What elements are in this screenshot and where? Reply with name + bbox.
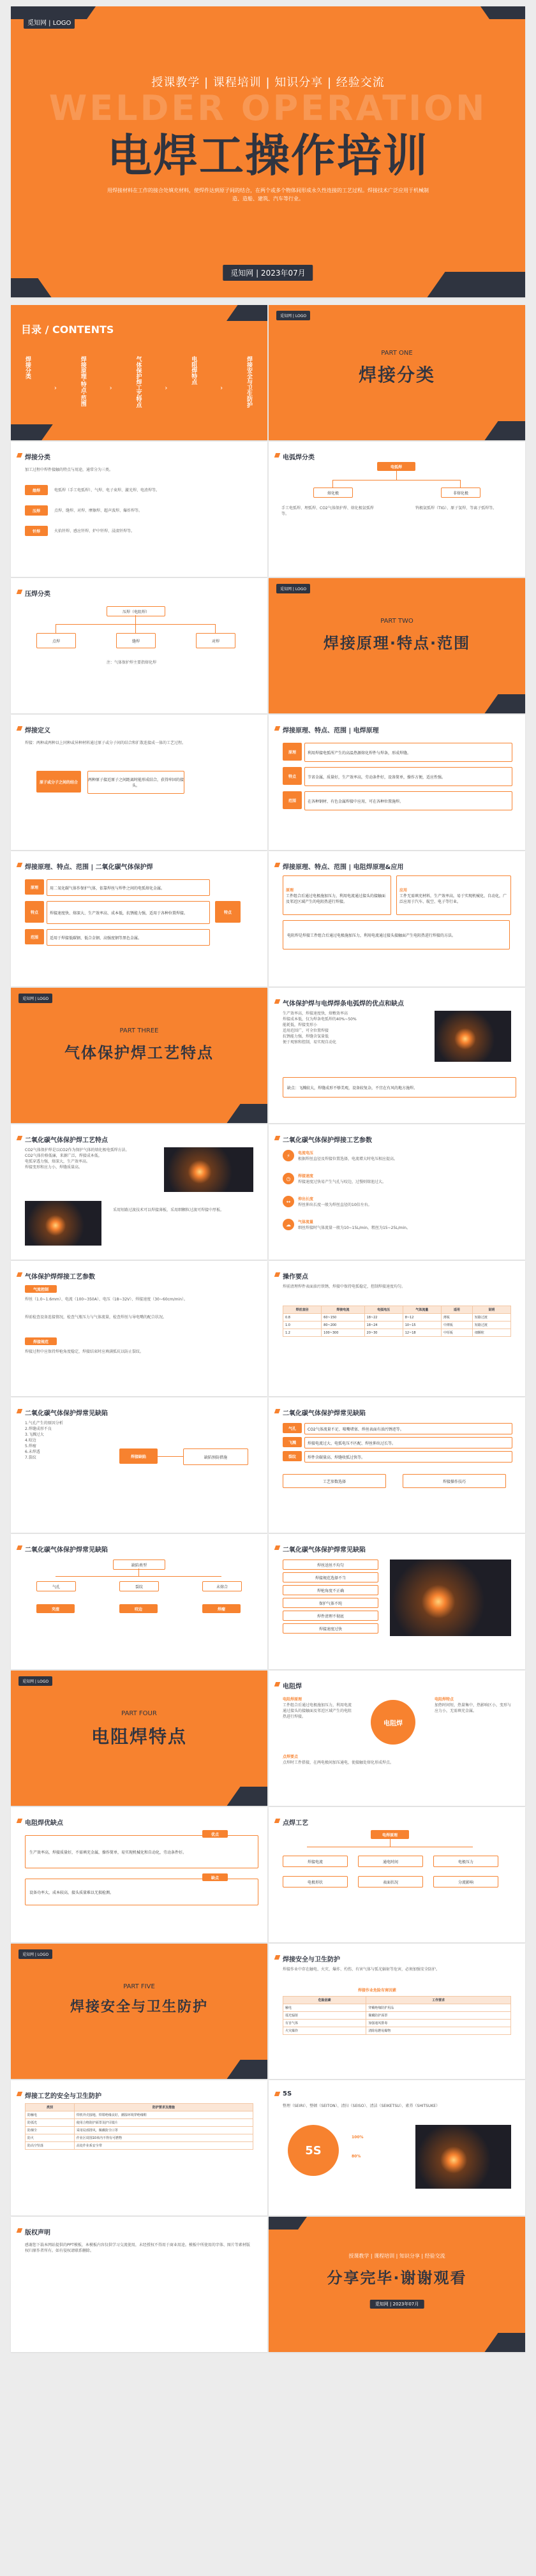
part5-slide (11, 1944, 267, 2079)
principle-text: 利用焊接电弧所产生的高温热源熔化焊件与焊条，形成焊缝。 (304, 743, 512, 762)
resist-dis-text: 设备功率大，成本较高，接头质量难以无损检测。 (25, 1879, 258, 1905)
gas-list (283, 1011, 423, 1045)
list-item: 5.焊瘤 (25, 1444, 36, 1448)
part2-title: 焊接原理·特点·范围 (323, 634, 471, 652)
co2-side-tag: 特点 (215, 901, 241, 923)
resist-right: 加热时间短，热量集中，热影响区小，变形与应力小，无需填充金属。 (435, 1703, 512, 1713)
part5-label: PART FIVE (123, 1983, 155, 1990)
list-item: 焊接速度过快 (283, 1623, 378, 1634)
slide-title: 焊接安全与卫生防护 (283, 1954, 340, 1963)
cover-date: 觅知网 | 2023年07月 (223, 265, 313, 281)
table-cell: 18~22 (364, 1314, 403, 1322)
safety-table-slide (11, 2080, 267, 2215)
table-cell: 防触电 (26, 2111, 75, 2119)
safety-text: 焊接作业中存在触电、火灾、爆炸、灼伤、有害气体与弧光辐射等危害，必须加强安全防护。 (283, 1967, 440, 1972)
arc-right: 非熔化极 (441, 488, 480, 498)
slide-title: 焊接定义 (25, 725, 50, 734)
list-item: 抗锈能力强，焊缝含氢量低 (283, 1034, 329, 1039)
table-cell: 使用合格防护面罩及护目镜片 (74, 2119, 253, 2127)
list-item: 焊接成本低，仅为焊条电弧焊的40%~50% (283, 1017, 357, 1022)
arc-root: 电弧焊 (377, 462, 415, 471)
arc-p2-text: 工件无需填充材料，生产效率高，易于实现机械化、自动化，广泛应用于汽车、航空、电子等行业。 (399, 893, 507, 904)
spot-item: 电极形状 (283, 1876, 348, 1887)
arc-p2-box (396, 875, 511, 915)
co2-params-slide (269, 1124, 525, 1260)
co2-extra: 采用短路过渡技术可以焊接薄板，采用细颗粒过渡可焊接中厚板。 (113, 1208, 225, 1212)
list-item: CO2气体保护焊是以CO2作为保护气体的熔化极电弧焊方法。 (25, 1148, 130, 1152)
table-cell: 作业区周围10米内不得有可燃物 (74, 2134, 253, 2142)
part5-title: 焊接安全与卫生防护 (70, 1999, 208, 2015)
table-cell: 清除易燃易爆物 (366, 2027, 511, 2035)
list-item: 便于观察和控制，易实现自动化 (283, 1040, 337, 1045)
resist-bottom: 点焊时工件搭接，在两电极间加压通电，使接触处熔化形成焊点。 (283, 1761, 394, 1765)
slide-title: 电弧焊分类 (283, 452, 315, 461)
table-cell: 防弧光 (26, 2119, 75, 2127)
faults3-child: 未熔合 (202, 1581, 242, 1591)
resist-dis-tag: 缺点 (202, 1873, 228, 1881)
co2-feature-list (25, 1147, 153, 1170)
list-item: 7.裂纹 (25, 1456, 36, 1460)
process-steps-slide (269, 1261, 525, 1396)
cover-watermark: WELDER OPERATION (48, 88, 488, 128)
part1-label: PART ONE (381, 350, 413, 357)
table-cell: 高处作业系安全带 (74, 2142, 253, 2150)
list-item: 生产效率高，焊接速度快，熔敷效率高 (283, 1011, 348, 1016)
fault-tag: 裂纹 (283, 1451, 302, 1461)
fault-tag1: 工艺参数选择 (283, 1474, 386, 1488)
co2-faults3-slide (11, 1534, 267, 1669)
safety-table (283, 1996, 511, 2035)
pressure-child: 点焊 (36, 633, 76, 648)
resist-bottom-title: 点焊要点 (283, 1755, 299, 1759)
table-row (283, 1329, 511, 1337)
arc-p2-title: 应用 (399, 888, 408, 893)
param-text: 焊接速度过快易产生气孔与咬边，过慢则熔池过大。 (298, 1180, 387, 1184)
gas-text2: 焊前检查设备连接情况，检查气瓶压力与气体流量，检查焊丝与导电嘴的配合状况。 (25, 1315, 167, 1320)
list-item: 焊接变形和应力小，焊缝质量高。 (25, 1165, 83, 1170)
table-cell: 中薄板 (441, 1322, 472, 1329)
gas-bottom: 缺点：飞溅较大，焊缝成形不够美观，设备较复杂，不宜在有风的地方施焊。 (283, 1077, 516, 1098)
co2-tag: 范围 (25, 929, 44, 944)
co2-faults2-slide (269, 1397, 525, 1533)
gas-features-slide (269, 988, 525, 1123)
safety-slide (269, 1944, 525, 2079)
gas-icon: ☁ (283, 1219, 294, 1230)
part1-logo: 觅知网 | LOGO (276, 311, 310, 320)
pressure-child: 对焊 (196, 633, 235, 648)
table-header: 焊丝直径 (283, 1306, 322, 1314)
table-cell: 采用局部排风，佩戴防尘口罩 (74, 2127, 253, 2134)
gas-sub2: 焊接规范 (25, 1337, 57, 1345)
fault-text: 焊件含碳量高、焊缝收弧过快等。 (304, 1451, 512, 1463)
pressure-class-slide (11, 578, 267, 713)
weld-class-intro: 加工过程中焊件接触的特点与用途，通常分为三类。 (25, 468, 114, 472)
part3-title: 气体保护焊工艺特点 (64, 1044, 214, 1062)
co2-text: 适用于焊接低碳钢、低合金钢、高强度钢等黑色金属。 (47, 929, 210, 946)
fault-tag: 气孔 (283, 1423, 302, 1433)
table-cell: 火灾爆炸 (283, 2027, 366, 2035)
spot-item: 表面状况 (358, 1876, 423, 1887)
table-cell: 80~200 (322, 1322, 364, 1329)
part4-label: PART FOUR (121, 1710, 157, 1717)
contents-item[interactable]: 焊接分类 (24, 356, 31, 379)
table-cell: 中厚板 (441, 1329, 472, 1337)
tag-fusion: 熔焊 (25, 485, 48, 495)
tag-brazing: 钎焊 (25, 526, 48, 536)
cover-title: 电焊工操作培训 (107, 130, 429, 182)
table-cell: 18~24 (364, 1322, 403, 1329)
ss-p2: 80% (352, 2154, 361, 2159)
slide-title: 焊接分类 (25, 452, 50, 461)
list-item: 2.焊缝成形不良 (25, 1427, 52, 1431)
table-cell: 加强通风排毒 (366, 2020, 511, 2027)
part1-title: 焊接分类 (358, 364, 435, 385)
part3-slide (11, 988, 267, 1123)
fault-text: CO2气体流量不足、喷嘴堵塞、焊丝表面有油污锈迹等。 (304, 1423, 512, 1434)
resist-adv-slide (11, 1807, 267, 1942)
list-item: 4.咬边 (25, 1438, 36, 1443)
bolt-icon: ⚡ (283, 1150, 294, 1161)
contents-list: 焊接分类 › 焊接原理·特点·范围 › 气体保护焊工艺特点 › 电阻焊特点 › 焊接安全与卫生防护 (24, 356, 253, 420)
tag-pressure: 压焊 (25, 505, 48, 516)
end-date: 觅知网 | 2023年07月 (370, 2300, 424, 2309)
table-header: 气体流量 (403, 1306, 441, 1314)
faults-center: 焊接缺陷 (119, 1448, 158, 1464)
slide-title: 二氧化碳气体保护焊接工艺参数 (283, 1135, 372, 1144)
copyright-text: 感谢您下载本网站提供的PPT模板，本模板内容仅供学习交流使用，未经授权不得用于商业用途。模板中所使用的字体、图片等素材版权归原作者所有。如有侵权请联系删除。 (25, 2243, 250, 2253)
ruler-icon: ↔ (283, 1196, 294, 1207)
faults-list (25, 1420, 101, 1461)
arc-p3: 电阻焊是焊接工件组合后通过电极施加压力，利用电流通过接头接触面产生电阻热进行焊接的方法。 (283, 920, 510, 949)
slide-title: 压焊分类 (25, 588, 50, 598)
table-header: 工作要求 (366, 1997, 511, 2004)
table-header-row (283, 1306, 511, 1314)
co2-text: 用二氧化碳气体作保护气体，依靠焊丝与焊件之间的电弧熔化金属。 (47, 879, 210, 896)
spot-item: 分流影响 (433, 1876, 498, 1887)
table-header: 防护要求及措施 (74, 2104, 253, 2111)
table-header: 类别 (26, 2104, 75, 2111)
part4-title: 电阻焊特点 (91, 1726, 187, 1747)
part2-label: PART TWO (380, 618, 413, 625)
slide-title: 操作要点 (283, 1271, 308, 1281)
copyright-slide (11, 2217, 267, 2352)
spot-item: 通电时间 (358, 1856, 423, 1867)
co2-tag: 特点 (25, 901, 44, 923)
list-item: 焊件清理不彻底 (283, 1611, 378, 1621)
part4-slide (11, 1671, 267, 1806)
row-text: 火焰钎焊、感应钎焊、炉中钎焊、浸渍钎焊等。 (54, 529, 135, 533)
part3-label: PART THREE (119, 1027, 159, 1034)
slide-title: 焊接工艺的安全与卫生防护 (25, 2090, 101, 2100)
part5-logo: 觅知网 | LOGO (19, 1949, 52, 1959)
table-cell: 短路过渡 (472, 1314, 510, 1322)
param-text: 细丝焊接时气体流量一般为10~15L/min，粗丝为15~25L/min。 (298, 1226, 410, 1230)
spot-item: 焊接电流 (283, 1856, 348, 1867)
row-text: 电弧焊（手工电弧焊）、气焊、电子束焊、激光焊、电渣焊等。 (54, 488, 160, 493)
list-item: 1.气孔产生的原因分析 (25, 1421, 63, 1426)
welding-photo (415, 2125, 511, 2189)
list-item: 焊接规范选择不当 (283, 1572, 378, 1582)
principle-tag: 原理 (283, 743, 302, 761)
param-text: 焊丝伸出长度一般为焊丝直径的10倍左右。 (298, 1203, 372, 1207)
slide-title: 二氧化碳气体保护焊常见缺陷 (25, 1544, 108, 1554)
slide-title: 二氧化碳气体保护焊常见缺陷 (25, 1408, 108, 1417)
arc-p1-text: 工件组合后通过电极施加压力，利用电流通过接头的接触面及邻近区域产生的电阻热进行焊接。 (286, 893, 386, 904)
table-header: 适用 (441, 1306, 472, 1314)
spot-item: 电极压力 (433, 1856, 498, 1867)
resist-circle: 电阻焊 (371, 1700, 415, 1745)
faults3-sub: 夹渣 (36, 1604, 75, 1613)
fault-tag2: 焊接操作技巧 (403, 1474, 506, 1488)
contents-item[interactable]: 电阻焊特点 (190, 356, 197, 385)
table-cell: 佩戴防护面罩 (366, 2012, 511, 2020)
part4-logo: 觅知网 | LOGO (19, 1676, 52, 1686)
resist-adv-text: 生产效率高，焊接质量好，不需填充金属，操作简单，易实现机械化和自动化，劳动条件好。 (25, 1835, 258, 1868)
part2-logo: 觅知网 | LOGO (276, 584, 310, 593)
table-cell: 防烟尘 (26, 2127, 75, 2134)
table-header: 说明 (472, 1306, 510, 1314)
safety-table-title: 焊接作业危险有害因素 (358, 1988, 397, 1993)
resist-adv-tag: 优点 (202, 1830, 228, 1838)
table-cell: 短路过渡 (472, 1322, 510, 1329)
principle-text: 在各种钢材、有色金属焊接中应用，可在各种位置施焊。 (304, 791, 512, 810)
table-cell: 100~300 (322, 1329, 364, 1337)
resist-left: 工件组合后通过电极施加压力，利用电流通过接头的接触面及邻近区域产生的电阻热进行焊接。 (283, 1703, 352, 1719)
pressure-child: 缝焊 (116, 633, 156, 648)
params-table (283, 1306, 511, 1337)
slide-title: 二氧化碳气体保护焊常见缺陷 (283, 1408, 366, 1417)
end-title: 分享完毕·谢谢观看 (327, 2269, 467, 2287)
arc-p1-title: 原理 (286, 888, 294, 893)
pressure-note: 注：气体保护焊主要指熔化焊 (107, 660, 157, 665)
list-item: 保护气体不纯 (283, 1598, 378, 1608)
gas-sub: 气流控制 (25, 1285, 57, 1293)
co2-faults1-slide (11, 1397, 267, 1533)
table-cell: 防高空坠落 (26, 2142, 75, 2150)
slide-title: 版权声明 (25, 2227, 50, 2237)
welding-photo (435, 1011, 511, 1062)
safety-measures-table (25, 2103, 253, 2150)
gas-process-slide (11, 1261, 267, 1396)
list-item: 适用范围广，可全位置焊接 (283, 1029, 329, 1033)
contents-item[interactable]: 焊接原理·特点·范围 (79, 356, 86, 406)
ss-p1: 100% (352, 2135, 364, 2140)
table-header: 焊接电流 (322, 1306, 364, 1314)
list-item: 电弧穿透力强，熔深大，生产效率高。 (25, 1159, 91, 1164)
list-item: 6.未焊透 (25, 1450, 40, 1454)
weld-principle-slide (269, 715, 525, 850)
slide-title: 电阻焊 (283, 1681, 302, 1690)
welding-photo (25, 1201, 101, 1246)
co2-tag: 原理 (25, 879, 44, 895)
faults3-child: 气孔 (36, 1581, 76, 1591)
table-cell: 10~15 (403, 1322, 441, 1329)
principle-tag: 特点 (283, 767, 302, 785)
resist-right-title: 电阻焊特点 (435, 1697, 454, 1702)
table-cell: 穿戴绝缘防护用品 (366, 2004, 511, 2012)
arc-left-text: 手工电弧焊、埋弧焊、CO2气体保护焊、熔化极氩弧焊等。 (281, 506, 374, 516)
param-tag: 焊接速度 (298, 1174, 314, 1179)
co2-principle-slide (11, 851, 267, 986)
weld-def-slide (11, 715, 267, 850)
slide-title: 点焊工艺 (283, 1817, 308, 1827)
gas-text3: 焊接过程中应保持焊枪角度稳定，焊接结束时应填满弧坑以防止裂纹。 (25, 1350, 144, 1354)
gas-text1: 焊丝（1.0~1.6mm）、电流（100~350A）、电压（18~32V）、焊接速度（30~60cm/min）。 (25, 1297, 188, 1302)
slide-title: 焊接原理、特点、范围 | 电焊原理 (283, 725, 379, 734)
arc-right-text: 钨极氩弧焊（TIG）、原子氢焊、等离子弧焊等。 (415, 506, 497, 510)
slide-title: 二氧化碳气体保护焊工艺特点 (25, 1135, 108, 1144)
slide-title: 电阻焊优缺点 (25, 1817, 63, 1827)
slide-title: 气体保护焊焊接工艺参数 (25, 1271, 95, 1281)
row-text: 点焊、缝焊、对焊、摩擦焊、超声波焊、爆炸焊等。 (54, 509, 143, 513)
slide-title: 气体保护焊与电焊焊条电弧焊的优点和缺点 (283, 998, 404, 1008)
table-cell: 1.0 (283, 1322, 322, 1329)
weld-def-highlight: 原子或分子之间的结合 (36, 771, 81, 793)
principle-tag: 范围 (283, 791, 302, 809)
table-cell: 弧光辐射 (283, 2012, 366, 2020)
slide-title: 焊接原理、特点、范围 | 电阻焊原理&应用 (283, 861, 403, 871)
table-cell: 20~30 (364, 1329, 403, 1337)
param-tag: 电流电压 (298, 1151, 314, 1156)
list-item: 3.飞溅过大 (25, 1433, 44, 1437)
faults3-sub: 焊瘤 (202, 1604, 241, 1613)
contents-item[interactable]: 气体保护焊工艺特点 (135, 356, 142, 408)
cover-slide (11, 6, 525, 297)
table-cell: 细颗粒 (472, 1329, 510, 1337)
cover-desc: 用焊接材料在工作的接合处填充材料，使焊件达到原子间的结合，在两个或多个物体间形成永久性连接的工艺过程。焊接技术广泛应用于机械制造、造船、建筑、汽车等行业。 (107, 188, 429, 202)
cover-tagline: 授课教学 | 课程培训 | 知识分享 | 经验交流 (151, 76, 385, 89)
weld-def-highlight-text: 两种原子接近原子之间距离时能形成结合，获得牢固的接头。 (87, 771, 184, 794)
end-slide (269, 2217, 525, 2352)
list-item: 焊丝送丝不均匀 (283, 1560, 378, 1570)
slide-title: 焊接原理、特点、范围 | 二氧化碳气体保护焊 (25, 861, 153, 871)
list-item: CO2气体价格低廉，来源广泛，焊接成本低。 (25, 1154, 102, 1158)
part2-slide (269, 578, 525, 713)
fault-text: 焊接电流过大、电弧电压不匹配、焊丝伸出过长等。 (304, 1437, 512, 1448)
arc-left: 熔化极 (313, 488, 353, 498)
ss-circle: 5S (288, 2125, 339, 2176)
faults3-sub: 咬边 (119, 1604, 158, 1613)
welding-photo (390, 1560, 511, 1636)
faults-right: 缺陷预防措施 (183, 1448, 248, 1465)
table-cell: 有害气体 (283, 2020, 366, 2027)
contents-slide (11, 305, 267, 440)
co2-faults4-slide (269, 1534, 525, 1669)
co2-text: 焊接速度快、熔深大、生产效率高、成本低，抗锈能力强，适用于各种位置焊接。 (47, 901, 210, 924)
table-cell: 焊机外壳接地，焊钳绝缘良好，潮湿环境穿绝缘鞋 (74, 2111, 253, 2119)
table-cell: 60~150 (322, 1314, 364, 1322)
resist-left-title: 电阻焊原理 (283, 1697, 302, 1702)
pressure-root: 压焊（电阻焊） (107, 606, 165, 616)
table-cell: 防火 (26, 2134, 75, 2142)
table-cell: 1.2 (283, 1329, 322, 1337)
table-header: 危险因素 (283, 1997, 366, 2004)
arc-principle-slide (269, 851, 525, 986)
table-cell: 12~18 (403, 1329, 441, 1337)
faults3-root: 缺陷类型 (113, 1560, 165, 1570)
ss-slide (269, 2080, 525, 2215)
resist-feat-slide (269, 1671, 525, 1806)
param-tag: 伸出长度 (298, 1197, 314, 1202)
slide-title: 5S (283, 2090, 292, 2097)
table-cell: 0.8 (283, 1314, 322, 1322)
table-cell: 薄板 (441, 1314, 472, 1322)
contents-title: 目录 / CONTENTS (21, 324, 114, 336)
table-cell: 8~12 (403, 1314, 441, 1322)
table-row (283, 1322, 511, 1329)
arc-class-slide (269, 442, 525, 577)
weld-class-slide (11, 442, 267, 577)
welding-photo (164, 1147, 253, 1192)
faults4-list (283, 1560, 378, 1636)
part1-slide (269, 305, 525, 440)
arc-p1-box (283, 875, 391, 915)
process-text: 焊前清理焊件表面油污铁锈，焊接中保持电弧稳定，控制焊接速度均匀。 (283, 1284, 406, 1289)
table-row (283, 1314, 511, 1322)
weld-def-text: 焊接：两种或两种以上同种或异种材料通过原子或分子间的结合和扩散连接成一体的工艺过程。 (25, 741, 186, 745)
faults3-child: 裂纹 (119, 1581, 159, 1591)
param-tag: 气体流量 (298, 1220, 314, 1225)
end-tagline: 授课教学 | 课程培训 | 知识分享 | 经验交流 (348, 2253, 445, 2259)
fault-tag: 飞溅 (283, 1437, 302, 1447)
spot-tag: 电焊原理 (371, 1830, 409, 1839)
table-cell: 触电 (283, 2004, 366, 2012)
spot-proc-slide (269, 1807, 525, 1942)
clock-icon: ◷ (283, 1173, 294, 1184)
cover-logo: 觅知网 | LOGO (24, 15, 75, 29)
param-text: 根据焊丝直径及焊接位置选择，电流增大时电压相应提高。 (298, 1157, 398, 1161)
list-item: 焊枪角度不正确 (283, 1585, 378, 1595)
table-header: 电弧电压 (364, 1306, 403, 1314)
co2-features-slide (11, 1124, 267, 1260)
principle-text: 节省金属，质量好，生产效率高，劳动条件好，设备简单，操作方便，适应性强。 (304, 767, 512, 786)
slide-title: 二氧化碳气体保护焊常见缺陷 (283, 1544, 366, 1554)
ss-text: 整理（SEIRI）、整顿（SEITON）、清扫（SEISO）、清洁（SEIKETSU）、素养（SHITSUKE） (283, 2104, 440, 2108)
contents-item[interactable]: 焊接安全与卫生防护 (246, 356, 252, 408)
part3-logo: 觅知网 | LOGO (19, 994, 52, 1003)
list-item: 能耗低，焊接变形小 (283, 1023, 318, 1027)
